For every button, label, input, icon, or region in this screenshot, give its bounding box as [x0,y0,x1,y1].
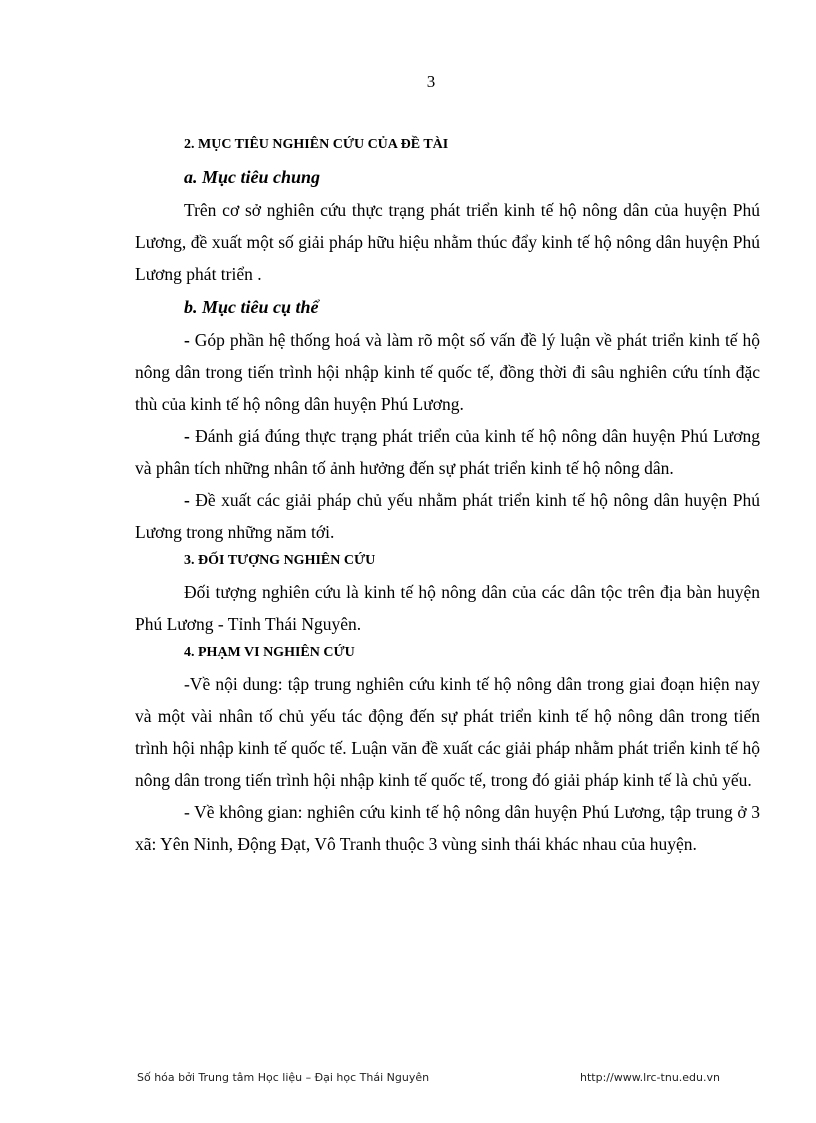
general-objective-label: a. Mục tiêu chung [184,167,321,187]
dash-marker: - [184,330,190,350]
scope-heading: 4. PHẠM VI NGHIÊN CỨU [184,645,355,660]
scope-space-text: - Về không gian: nghiên cứu kinh tế hộ nông dân huyện Phú Lương, tập trung ở 3 xã: Yên Ninh, Động Đạt, Vô Tranh thuộc 3 vùng sinh thái khác nhau của huyện. [135,802,760,854]
document-body [135,134,761,860]
specific-objective-label: b. Mục tiêu cụ thể [184,297,319,317]
general-objective-text: Trên cơ sở nghiên cứu thực trạng phát triển kinh tế hộ nông dân của huyện Phú Lương, đề xuất một số giải pháp hữu hiệu nhằm thúc đẩy kinh tế hộ nông dân huyện Phú Lương phát triển . [135,200,760,284]
page-number: 3 [426,72,436,91]
specific-item-2: - Đánh giá đúng thực trạng phát triển của kinh tế hộ nông dân huyện Phú Lương và phân tích những nhân tố ảnh hưởng đến sự phát triển kinh tế hộ nông dân. [135,426,761,478]
footer-source: Số hóa bởi Trung tâm Học liệu – Đại học Thái Nguyên [137,1071,430,1084]
subjects-text: Đối tượng nghiên cứu là kinh tế hộ nông dân của các dân tộc trên địa bàn huyện Phú Lương - Tỉnh Thái Nguyên. [135,582,760,634]
footer-url: http://www.lrc-tnu.edu.vn [580,1071,720,1084]
specific-item-3: - Đề xuất các giải pháp chủ yếu nhằm phát triển kinh tế hộ nông dân huyện Phú Lương trong những năm tới. [135,490,760,542]
specific-item-1: - Góp phần hệ thống hoá và làm rõ một số vấn đề lý luận về phát triển kinh tế hộ nông dân trong tiến trình hội nhập kinh tế quốc tế, đồng thời đi sâu nghiên cứu tính đặc thù của kinh tế hộ nông dân huyện Phú Lương. [135,330,761,414]
dash-marker: - [184,426,190,446]
subjects-heading: 3. ĐỐI TƯỢNG NGHIÊN CỨU [184,553,376,568]
scope-content-text: -Về nội dung: tập trung nghiên cứu kinh tế hộ nông dân trong giai đoạn hiện nay và một vài nhân tố chủ yếu tác động đến sự phát triển kinh tế hộ nông dân trong tiến trình hội nhập kinh tế quốc tế. Luận văn đề xuất các giải pháp nhằm phát triển kinh tế hộ nông dân trong tiến trình hội nhập kinh tế quốc tế, trong đó giải pháp kinh tế là chủ yếu. [135,674,760,790]
objectives-heading: 2. MỤC TIÊU NGHIÊN CỨU CỦA ĐỀ TÀI [184,137,449,152]
dash-marker: - [184,490,190,510]
